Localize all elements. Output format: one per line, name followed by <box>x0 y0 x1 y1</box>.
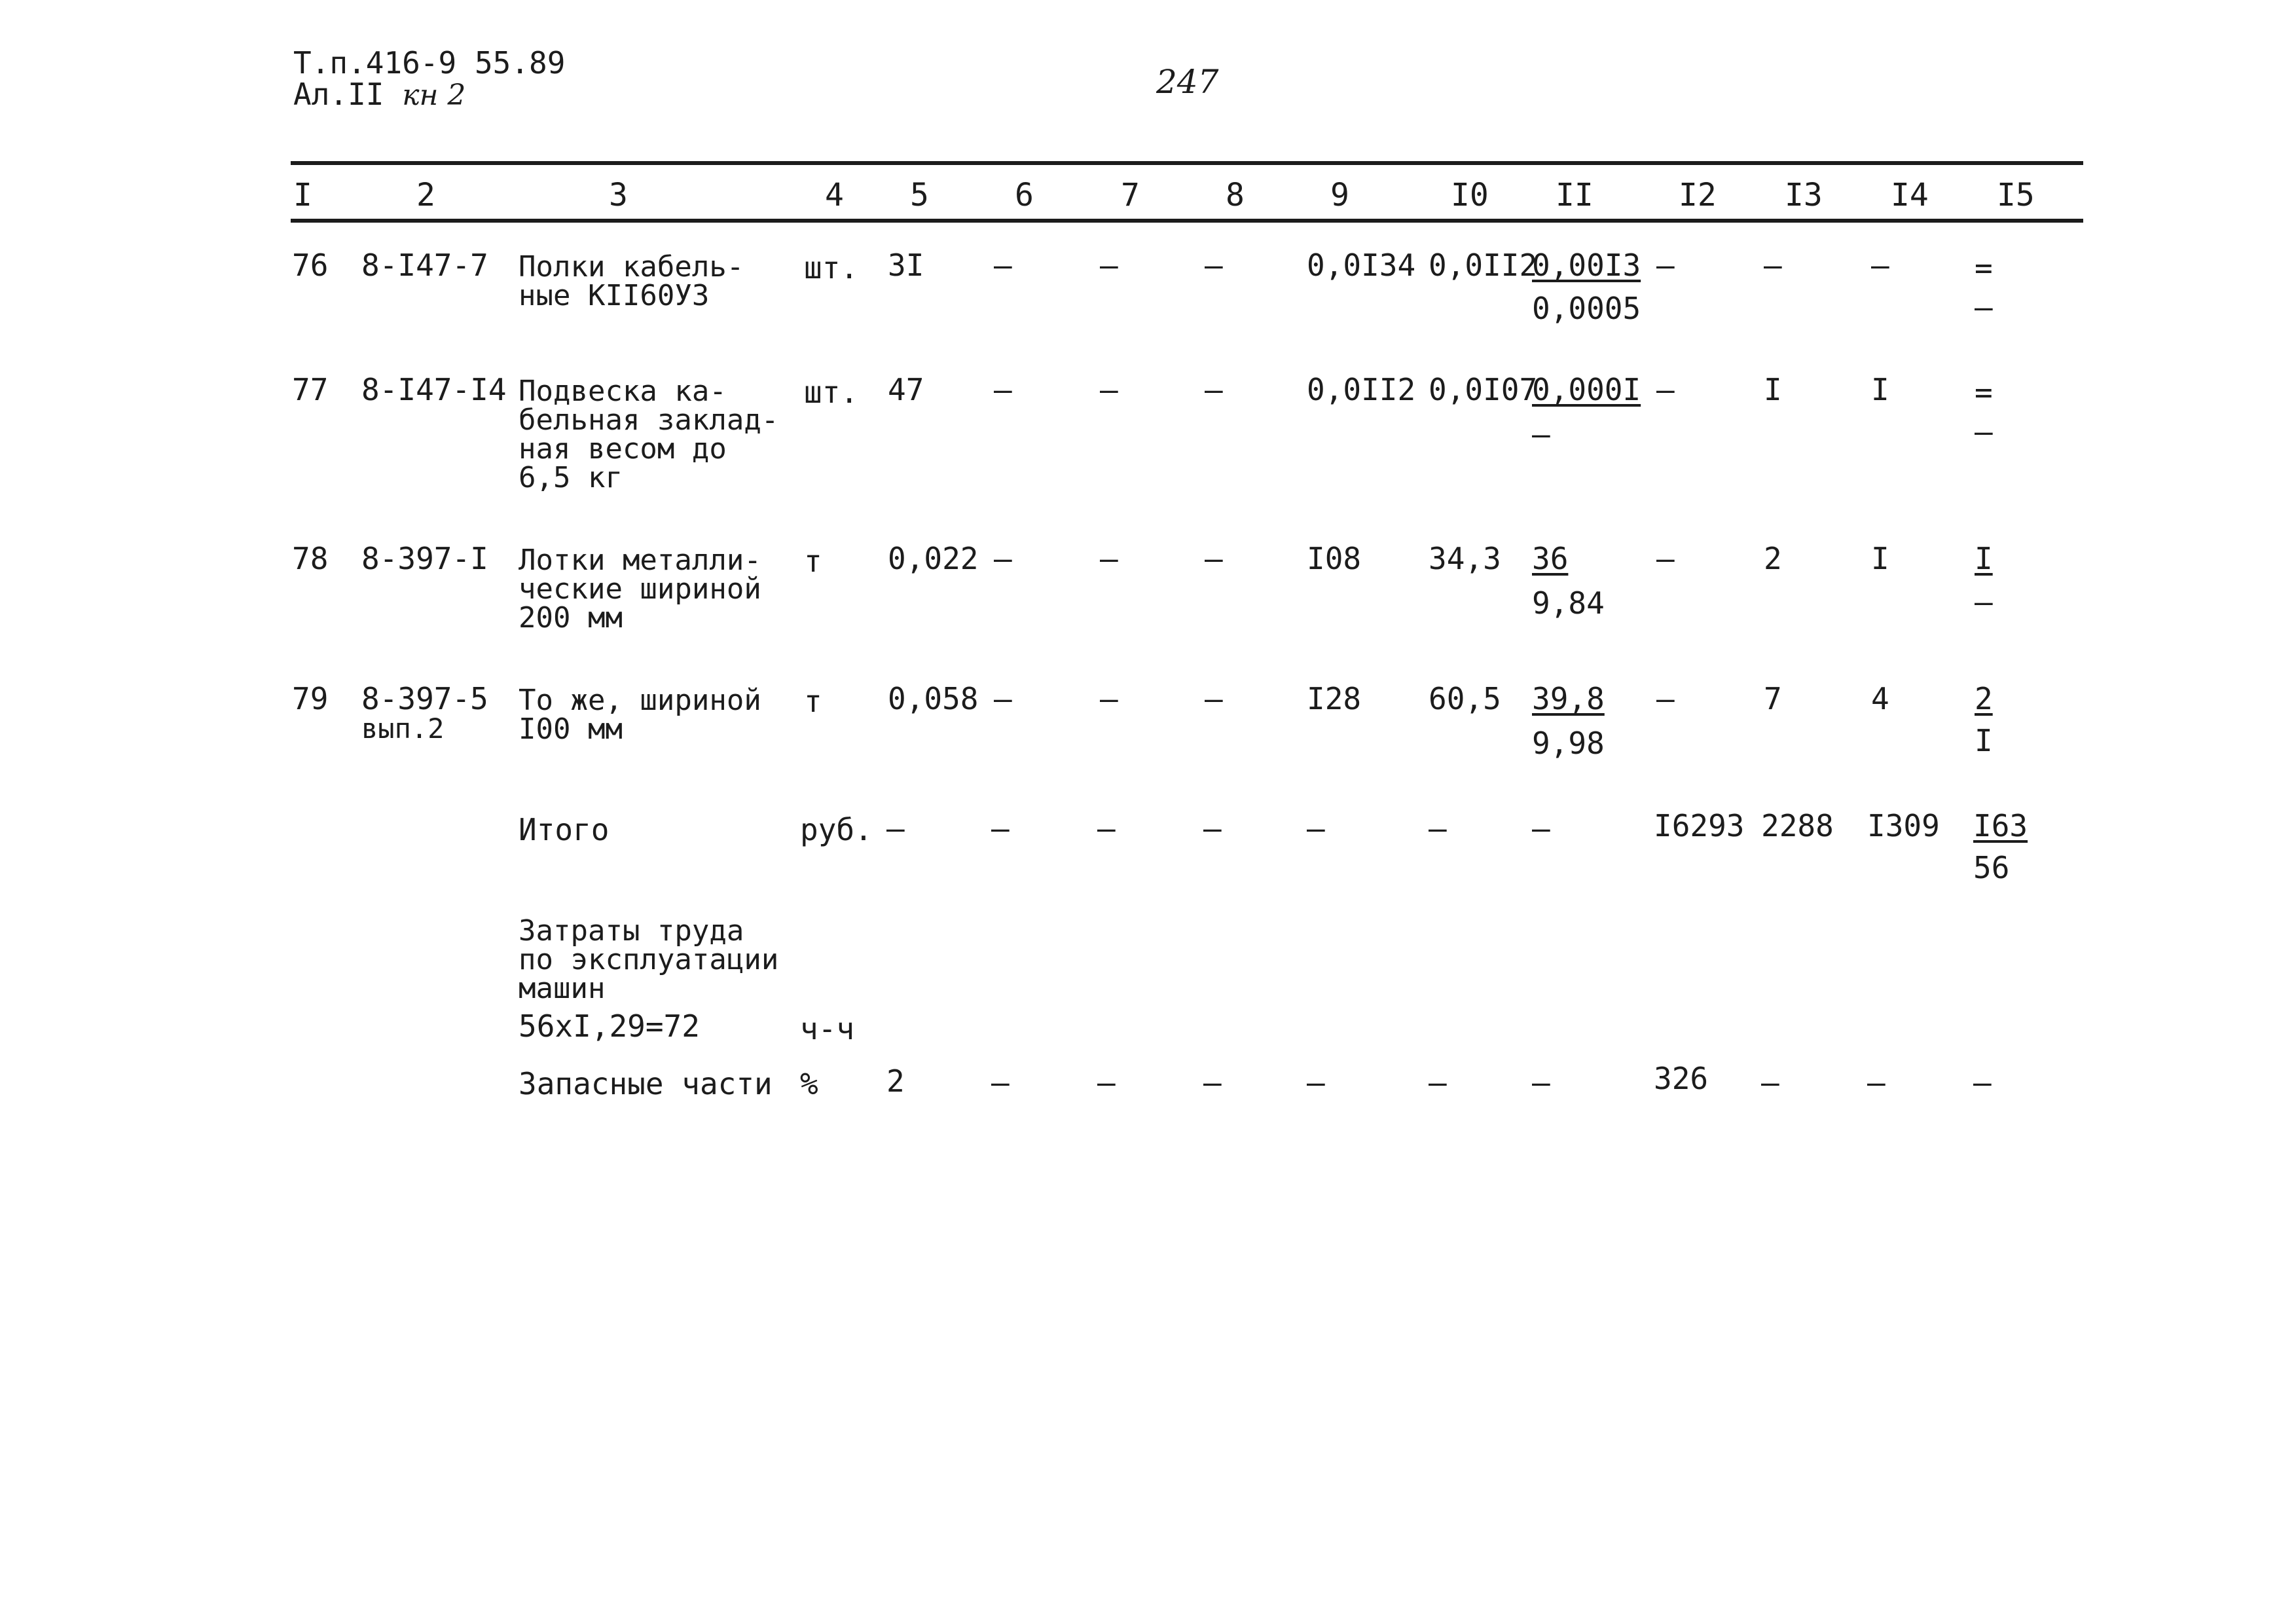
cell-c12: – <box>1656 372 1675 407</box>
spares-c13: – <box>1761 1065 1779 1100</box>
total-c11: – <box>1532 811 1550 846</box>
cell-c15-bottom: – <box>1975 289 1993 325</box>
cell-c15-bottom: – <box>1975 414 1993 449</box>
cell-c12: – <box>1656 541 1675 576</box>
cell-c7: – <box>1100 681 1118 716</box>
cell-c15-bottom: – <box>1975 584 1993 619</box>
cell-c12: – <box>1656 681 1675 716</box>
spares-c7: – <box>1097 1065 1116 1100</box>
cell-c9: 0,0II2 <box>1307 372 1416 407</box>
cell-c11-top: 39,8 <box>1532 681 1605 716</box>
row-number: 79 <box>292 681 329 716</box>
spares-c5: 2 <box>886 1063 905 1099</box>
row-description: Полки кабель- ные КII60У3 <box>519 250 744 312</box>
cell-c15-top: 2 <box>1975 681 1993 716</box>
cell-c15-top: = <box>1975 250 1993 286</box>
cell-c10: 34,3 <box>1429 541 1501 576</box>
row-unit: шт. <box>804 250 859 286</box>
doc-ref-album: Ал.II <box>293 77 384 112</box>
colnum-8: 8 <box>1226 177 1245 213</box>
spares-c12: 326 <box>1654 1061 1709 1096</box>
spares-c6: – <box>991 1065 1010 1100</box>
cell-c7: – <box>1100 248 1118 283</box>
labor-label: Затраты труда по эксплуатации машин <box>519 914 779 1005</box>
row-unit: т <box>804 684 822 719</box>
cell-c8: – <box>1205 372 1223 407</box>
colnum-1: I <box>293 177 312 213</box>
colnum-14: I4 <box>1891 177 1929 213</box>
cell-c10: 60,5 <box>1429 681 1501 716</box>
colnum-10: I0 <box>1451 177 1489 213</box>
colnum-6: 6 <box>1015 177 1034 213</box>
cell-c11-bottom: 0,0005 <box>1532 291 1641 326</box>
row-code: 8-397-5 <box>361 681 488 716</box>
table-top-rule <box>291 161 2083 165</box>
total-c10: – <box>1429 811 1447 846</box>
cell-c14: 4 <box>1871 681 1889 716</box>
table-header-rule <box>291 219 2083 223</box>
total-label: Итого <box>519 812 610 847</box>
cell-c13: I <box>1764 372 1782 407</box>
cell-c11-top: 0,000I <box>1532 372 1641 407</box>
row-unit: т <box>804 544 822 579</box>
cell-c10: 0,0II2 <box>1429 248 1538 283</box>
cell-c11-bottom: 9,84 <box>1532 585 1605 621</box>
spares-unit: % <box>800 1066 818 1101</box>
total-c13: 2288 <box>1761 808 1834 843</box>
spares-c9: – <box>1307 1065 1325 1100</box>
page-number: 247 <box>1156 63 1219 101</box>
spares-label: Запасные части <box>519 1066 773 1101</box>
total-c8: – <box>1203 811 1222 846</box>
row-code: 8-397-I <box>361 541 488 576</box>
spares-c14: – <box>1867 1065 1886 1100</box>
cell-c15-top: = <box>1975 375 1993 410</box>
cell-c11-top: 0,00I3 <box>1532 248 1641 283</box>
colnum-7: 7 <box>1121 177 1140 213</box>
cell-c14: I <box>1871 372 1889 407</box>
cell-c11-bottom: 9,98 <box>1532 726 1605 761</box>
cell-c5: 0,022 <box>888 541 979 576</box>
row-number: 78 <box>292 541 329 576</box>
colnum-2: 2 <box>416 177 435 213</box>
cell-c15-top: I <box>1975 541 1993 576</box>
doc-ref-line2 <box>293 79 465 111</box>
cell-c6: – <box>994 681 1012 716</box>
cell-c12: – <box>1656 248 1675 283</box>
colnum-5: 5 <box>910 177 929 213</box>
cell-c14: I <box>1871 541 1889 576</box>
row-description: Подвеска ка- бельная заклад- ная весом до 6,5 кг <box>519 375 779 494</box>
cell-c14: – <box>1871 248 1889 283</box>
row-unit: шт. <box>804 375 859 410</box>
labor-unit: ч-ч <box>800 1011 855 1046</box>
row-description: То же, шириной I00 мм <box>519 684 761 746</box>
cell-c9: I08 <box>1307 541 1362 576</box>
doc-ref-line1: Т.п.416-9 55.89 <box>293 45 566 81</box>
colnum-15: I5 <box>1997 177 2035 213</box>
cell-c7: – <box>1100 541 1118 576</box>
cell-c6: – <box>994 248 1012 283</box>
cell-c7: – <box>1100 372 1118 407</box>
cell-c11-top: 36 <box>1532 541 1569 576</box>
total-unit: руб. <box>800 812 873 847</box>
cell-c13: 7 <box>1764 681 1782 716</box>
cell-c9: 0,0I34 <box>1307 248 1416 283</box>
row-code: 8-I47-I4 <box>361 372 507 407</box>
cell-c11-bottom: – <box>1532 416 1550 452</box>
row-code: 8-I47-7 <box>361 248 488 283</box>
cell-c6: – <box>994 372 1012 407</box>
cell-c5: 47 <box>888 372 924 407</box>
cell-c5: 3I <box>888 248 924 283</box>
row-number: 76 <box>292 248 329 283</box>
colnum-4: 4 <box>825 177 844 213</box>
spares-c11: – <box>1532 1065 1550 1100</box>
row-code-issue: вып.2 <box>361 712 445 745</box>
cell-c5: 0,058 <box>888 681 979 716</box>
total-c14: I309 <box>1867 808 1940 843</box>
total-c15-top: I63 <box>1973 808 2028 843</box>
total-c6: – <box>991 811 1010 846</box>
spares-c8: – <box>1203 1065 1222 1100</box>
cell-c13: 2 <box>1764 541 1782 576</box>
cell-c6: – <box>994 541 1012 576</box>
total-c7: – <box>1097 811 1116 846</box>
cell-c8: – <box>1205 541 1223 576</box>
labor-formula: 56хI,29=72 <box>519 1008 700 1044</box>
spares-c15: – <box>1973 1065 1992 1100</box>
colnum-13: I3 <box>1785 177 1823 213</box>
cell-c9: I28 <box>1307 681 1362 716</box>
total-c9: – <box>1307 811 1325 846</box>
colnum-9: 9 <box>1330 177 1349 213</box>
total-c5: – <box>886 811 905 846</box>
doc-ref-book: кн 2 <box>402 79 466 112</box>
cell-c10: 0,0I07 <box>1429 372 1538 407</box>
row-description: Лотки металли- ческие шириной 200 мм <box>519 544 761 635</box>
colnum-11: II <box>1556 177 1594 213</box>
spares-c10: – <box>1429 1065 1447 1100</box>
row-number: 77 <box>292 372 329 407</box>
colnum-12: I2 <box>1679 177 1717 213</box>
cell-c8: – <box>1205 681 1223 716</box>
cell-c13: – <box>1764 248 1782 283</box>
total-c15-bottom: 56 <box>1973 850 2010 885</box>
total-c12: I6293 <box>1654 808 1745 843</box>
cell-c8: – <box>1205 248 1223 283</box>
cell-c15-bottom: I <box>1975 723 1993 758</box>
colnum-3: 3 <box>609 177 628 213</box>
